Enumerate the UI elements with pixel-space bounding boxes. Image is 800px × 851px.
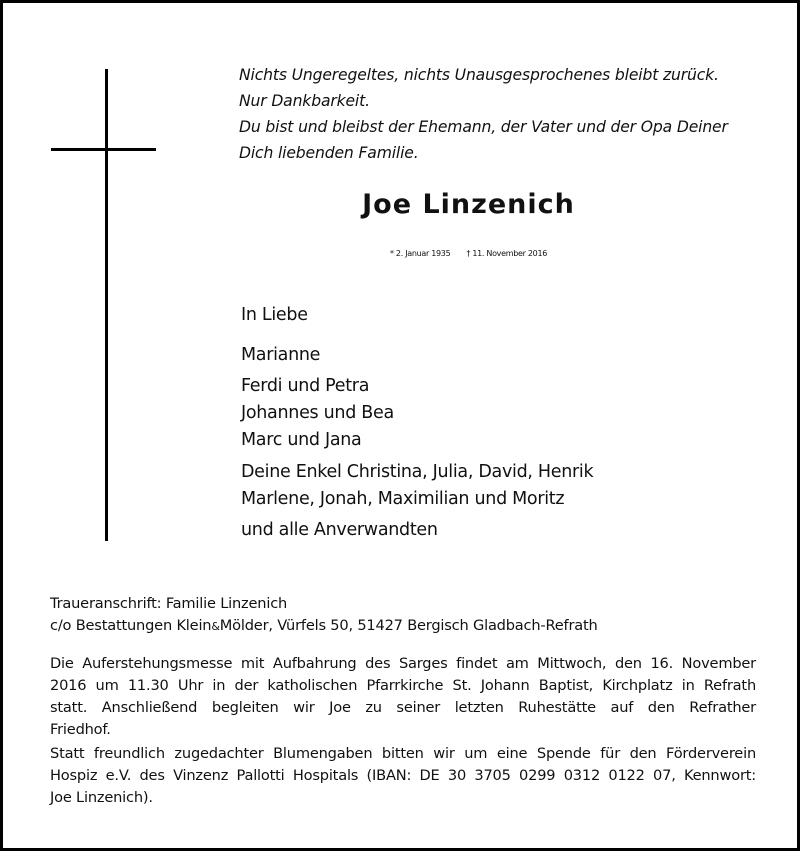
cross-horizontal-bar	[51, 148, 156, 151]
verse-line: Dich liebenden Familie.	[239, 144, 419, 162]
mourner-name: Marc und Jana	[241, 430, 362, 450]
verse-line: Nichts Ungeregeltes, nichts Unausgesprochenes bleibt zurück.	[239, 66, 719, 84]
address-line: Traueranschrift: Familie Linzenich	[50, 595, 288, 612]
mourner-name: und alle Anverwandten	[241, 520, 438, 540]
service-line: Die Auferstehungsmesse mit Aufbahrung des Sarges findet am Mittwoch, den 16. November	[50, 655, 756, 672]
mourning-address	[50, 593, 756, 638]
donation-line: Joe Linzenich).	[50, 789, 153, 806]
memorial-verse	[239, 62, 779, 166]
life-dates	[3, 249, 800, 258]
verse-line: Du bist und bleibst der Ehemann, der Vater und der Opa Deiner	[239, 118, 728, 136]
service-line: Friedhof.	[50, 721, 111, 738]
cross-vertical-bar	[105, 69, 108, 541]
address-line: c/o Bestattungen Klein&Mölder, Vürfels 50, 51427 Bergisch Gladbach-Refrath	[50, 617, 598, 634]
donation-info	[50, 743, 756, 809]
mourner-name: Johannes und Bea	[241, 403, 394, 423]
mourner-name: Deine Enkel Christina, Julia, David, Henrik	[241, 462, 594, 482]
donation-line: Hospiz e.V. des Vinzenz Pallotti Hospitals (IBAN: DE 30 3705 0299 0312 0122 07, Kennwort:	[50, 767, 756, 784]
mourner-name: Marlene, Jonah, Maximilian und Moritz	[241, 489, 565, 509]
mourner-name: Marianne	[241, 345, 321, 365]
mourners-intro: In Liebe	[241, 305, 308, 325]
deceased-name: Joe Linzenich	[362, 189, 575, 220]
service-info	[50, 653, 756, 741]
service-line: statt. Anschließend begleiten wir Joe zu seiner letzten Ruhestätte auf den Refrather	[50, 699, 756, 716]
donation-line: Statt freundlich zugedachter Blumengaben bitten wir um eine Spende für den Förderverein	[50, 745, 756, 762]
mourner-name: Ferdi und Petra	[241, 376, 370, 396]
verse-line: Nur Dankbarkeit.	[239, 92, 370, 110]
birth-date: * 2. Januar 1935	[389, 249, 451, 258]
service-line: 2016 um 11.30 Uhr in der katholischen Pfarrkirche St. Johann Baptist, Kirchplatz in Refrath	[50, 677, 756, 694]
death-date: † 11. November 2016	[466, 249, 548, 258]
